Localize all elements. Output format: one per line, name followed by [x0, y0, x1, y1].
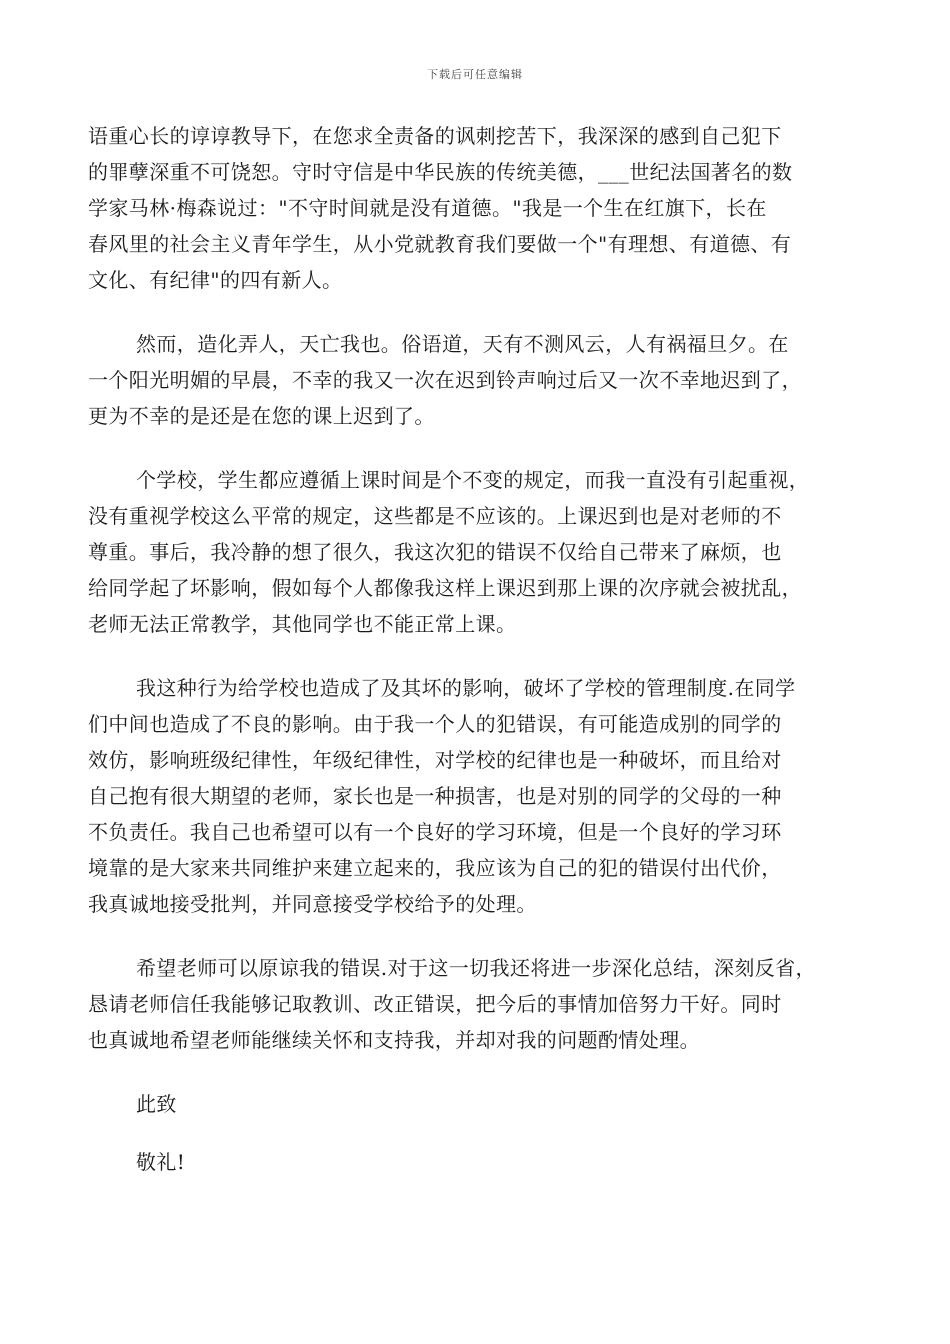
closing-regards: 敬礼! [136, 1150, 186, 1174]
paragraph-2-line-2: 一个阳光明媚的早晨，不幸的我又一次在迟到铃声响过后又一次不幸地迟到了， [88, 368, 802, 392]
paragraph-3-line-1: 个学校，学生都应遵循上课时间是个不变的规定，而我一直没有引起重视， [136, 468, 810, 492]
paragraph-4-line-5: 不负责任。我自己也希望可以有一个良好的学习环境，但是一个良好的学习环 [88, 820, 782, 844]
paragraph-2-line-3: 更为不幸的是还是在您的课上迟到了。 [88, 404, 435, 428]
paragraph-5-line-1: 希望老师可以原谅我的错误.对于这一切我还将进一步深化总结，深刻反省， [136, 956, 816, 980]
paragraph-4-line-3: 效仿，影响班级纪律性，年级纪律性，对学校的纪律也是一种破坏，而且给对 [88, 748, 782, 772]
paragraph-3-line-3: 尊重。事后，我冷静的想了很久，我这次犯的错误不仅给自己带来了麻烦，也 [88, 540, 782, 564]
paragraph-3-line-4: 给同学起了坏影响，假如每个人都像我这样上课迟到那上课的次序就会被扰乱， [88, 576, 802, 600]
closing-salutation: 此致 [136, 1092, 177, 1116]
paragraph-1-line-2: 的罪孽深重不可饶恕。守时守信是中华民族的传统美德，___世纪法国著名的数 [88, 160, 793, 184]
paragraph-4-line-4: 自己抱有很大期望的老师，家长也是一种损害，也是对别的同学的父母的一种 [88, 784, 782, 808]
paragraph-4-line-2: 们中间也造成了不良的影响。由于我一个人的犯错误，有可能造成别的同学的 [88, 712, 782, 736]
paragraph-3-line-2: 没有重视学校这么平常的规定，这些都是不应该的。上课迟到也是对老师的不 [88, 504, 782, 528]
paragraph-5-line-3: 也真诚地希望老师能继续关怀和支持我，并却对我的问题酌情处理。 [88, 1028, 700, 1052]
paragraph-1-line-3: 学家马林·梅森说过："不守时间就是没有道德。"我是一个生在红旗下，长在 [88, 196, 767, 220]
page-header-note: 下载后可任意编辑 [427, 68, 523, 81]
paragraph-4-line-6: 境靠的是大家来共同维护来建立起来的，我应该为自己的犯的错误付出代价， [88, 856, 782, 880]
paragraph-2-line-1: 然而，造化弄人，天亡我也。俗语道，天有不测风云，人有祸福旦夕。在 [136, 332, 789, 356]
paragraph-1-line-4: 春风里的社会主义青年学生，从小党就教育我们要做一个"有理想、有道德、有 [88, 232, 792, 256]
paragraph-1-line-5: 文化、有纪律"的四有新人。 [88, 268, 343, 292]
paragraph-5-line-2: 恳请老师信任我能够记取教训、改正错误，把今后的事情加倍努力干好。同时 [88, 992, 782, 1016]
paragraph-4-line-1: 我这种行为给学校也造成了及其坏的影响，破坏了学校的管理制度.在同学 [136, 676, 796, 700]
paragraph-4-line-7: 我真诚地接受批判，并同意接受学校给予的处理。 [88, 892, 537, 916]
paragraph-3-line-5: 老师无法正常教学，其他同学也不能正常上课。 [88, 612, 517, 636]
paragraph-1-line-1: 语重心长的谆谆教导下，在您求全责备的讽刺挖苦下，我深深的感到自己犯下 [88, 124, 782, 148]
